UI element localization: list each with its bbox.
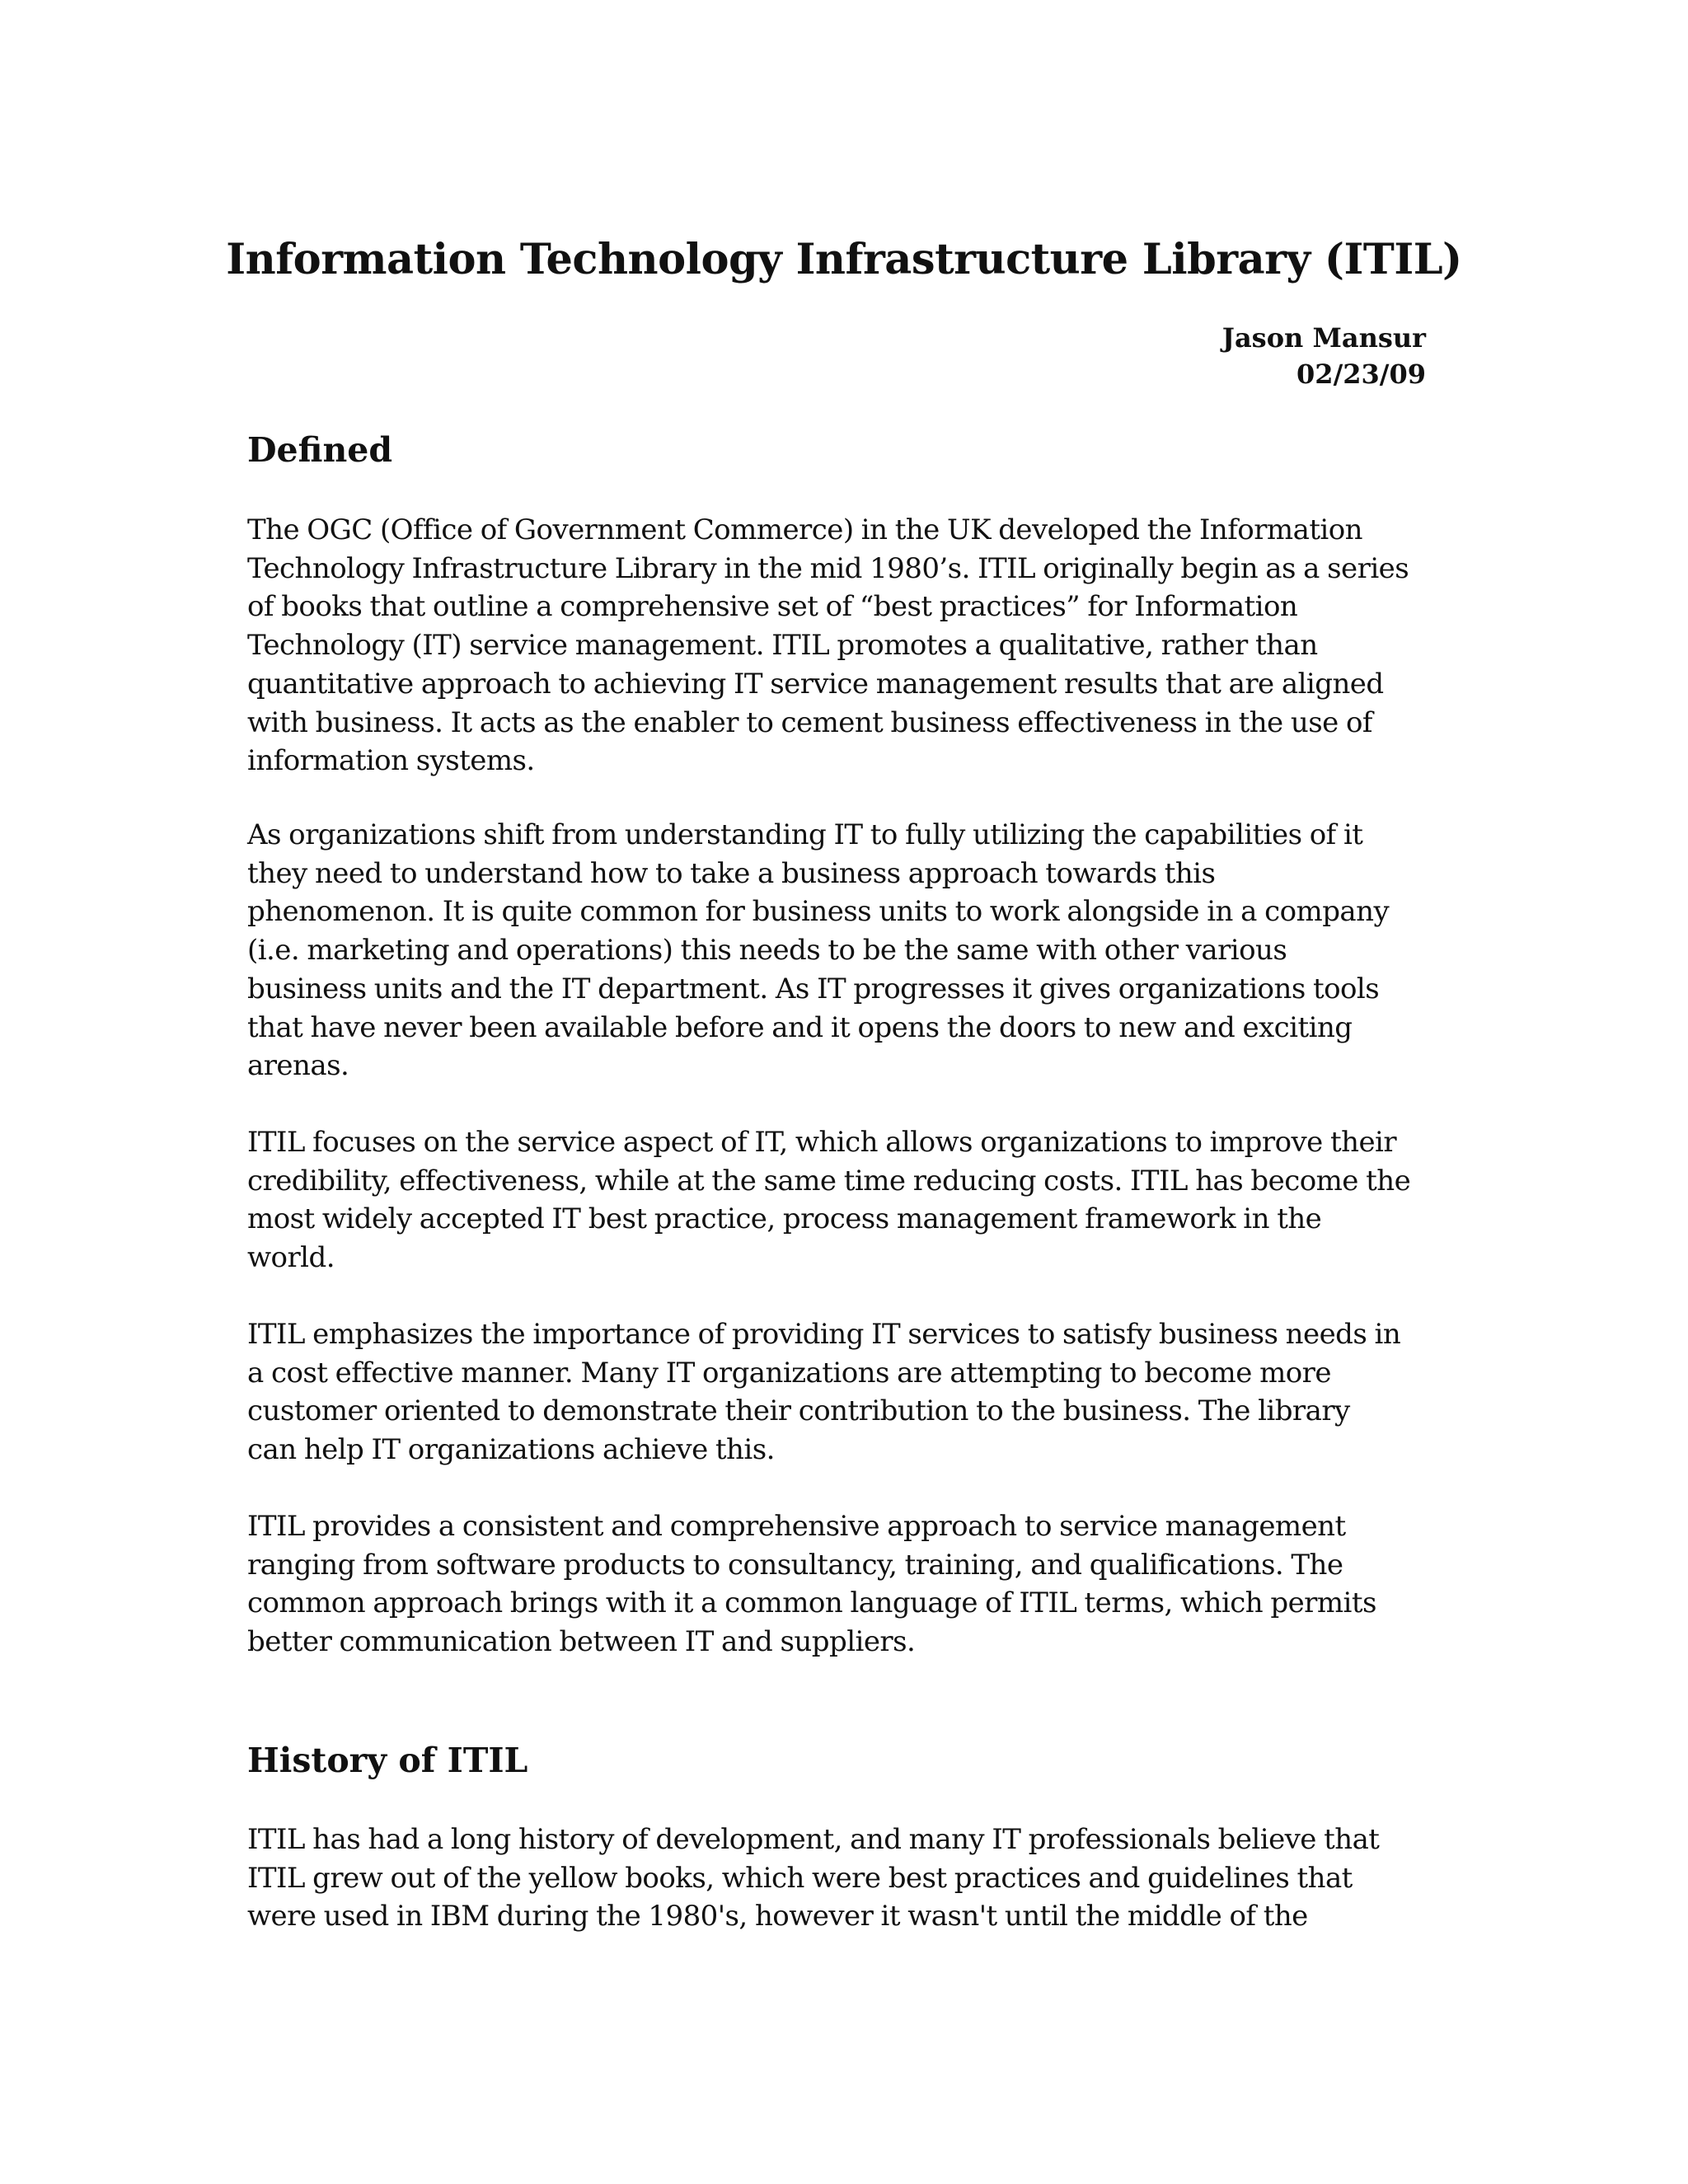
section-heading-defined: Defined — [247, 430, 393, 470]
paragraph-line: they need to understand how to take a business approach towards this — [247, 856, 1216, 890]
paragraph-line: world. — [247, 1241, 335, 1275]
paragraph-line: with business. It acts as the enabler to cement business effectiveness in the use of — [247, 705, 1372, 739]
author-name: Jason Mansur — [1221, 322, 1426, 354]
byline — [1222, 320, 1426, 392]
paragraph-line: can help IT organizations achieve this. — [247, 1433, 775, 1467]
paragraph-line: that have never been available before and it opens the doors to new and exciting — [247, 1010, 1353, 1044]
paragraph-line: information systems. — [247, 744, 535, 778]
paragraph-line: quantitative approach to achieving IT service management results that are aligned — [247, 667, 1384, 701]
paragraph-line: credibility, effectiveness, while at the same time reducing costs. ITIL has become the — [247, 1164, 1411, 1197]
paragraph-line: The OGC (Office of Government Commerce) in the UK developed the Information — [247, 513, 1363, 546]
paragraph-line: customer oriented to demonstrate their contribution to the business. The library — [247, 1394, 1350, 1428]
paragraph-line: of books that outline a comprehensive set of “best practices” for Information — [247, 590, 1298, 624]
paragraph-line: As organizations shift from understanding IT to fully utilizing the capabilities of it — [247, 818, 1363, 851]
paragraph-line: arenas. — [247, 1049, 349, 1083]
paragraph-line: were used in IBM during the 1980's, however it wasn't until the middle of the — [247, 1900, 1308, 1933]
paragraph — [247, 1507, 1434, 1661]
paragraph-line: (i.e. marketing and operations) this needs to be the same with other various — [247, 934, 1287, 968]
paragraph-line: ITIL focuses on the service aspect of IT, which allows organizations to improve their — [247, 1126, 1397, 1159]
paragraph — [247, 511, 1434, 780]
paragraph-line: ITIL has had a long history of development, and many IT professionals believe that — [247, 1823, 1380, 1856]
paragraph — [247, 816, 1434, 1085]
paragraph-line: ITIL provides a consistent and comprehensive approach to service management — [247, 1510, 1346, 1543]
paragraph-line: most widely accepted IT best practice, process management framework in the — [247, 1202, 1322, 1236]
paragraph-line: phenomenon. It is quite common for business units to work alongside in a company — [247, 895, 1390, 929]
paragraph-line: Technology (IT) service management. ITIL promotes a qualitative, rather than — [247, 629, 1318, 663]
paragraph-line: a cost effective manner. Many IT organizations are attempting to become more — [247, 1356, 1331, 1390]
document-title: Information Technology Infrastructure Library (ITIL) — [226, 235, 1462, 284]
document-date: 02/23/09 — [1296, 359, 1426, 390]
paragraph-line: ITIL emphasizes the importance of providing IT services to satisfy business needs in — [247, 1318, 1401, 1351]
paragraph — [247, 1821, 1434, 1936]
paragraph-line: business units and the IT department. As IT progresses it gives organizations tools — [247, 972, 1380, 1005]
paragraph-line: ITIL grew out of the yellow books, which were best practices and guidelines that — [247, 1861, 1353, 1895]
paragraph-line: Technology Infrastructure Library in the mid 1980’s. ITIL originally begin as a series — [247, 551, 1409, 585]
paragraph — [247, 1123, 1434, 1277]
section-heading-history: History of ITIL — [247, 1741, 528, 1780]
paragraph-line: ranging from software products to consultancy, training, and qualifications. The — [247, 1548, 1343, 1582]
paragraph-line: common approach brings with it a common language of ITIL terms, which permits — [247, 1586, 1376, 1620]
paragraph — [247, 1315, 1434, 1469]
paragraph-line: better communication between IT and suppliers. — [247, 1625, 916, 1659]
